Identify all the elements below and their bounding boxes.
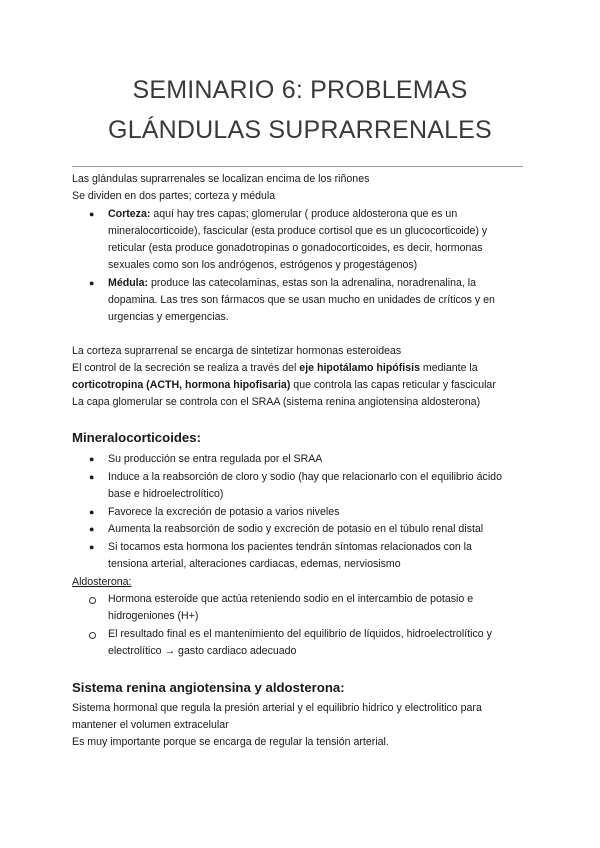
- para2-line-2: El control de la secreción se realiza a través del eje hipotálamo hipófisis mediante la: [72, 362, 478, 374]
- mineral-bullet-5-line-2: tensiona arterial, alteraciones cardiacas, edemas, nerviosismo: [108, 558, 401, 570]
- medula-line-2: dopamina. Las tres son fármacos que se usan mucho en unidades de críticos y en: [108, 294, 495, 306]
- para2-line-3: corticotropina (ACTH, hormona hipofisaria) que controla las capas reticular y fascicular: [72, 379, 496, 391]
- mineral-bullet-1: Su producción se entra regulada por el SRAA: [108, 453, 323, 465]
- corteza-line-4: sexuales como son los andrógenos, estrógenos y progestágenos): [108, 259, 418, 271]
- aldo-sub-1-line-2: hidrogeniones (H+): [108, 610, 199, 622]
- sraa-line-1: Sistema hormonal que regula la presión arterial y el equilibrio hidrico y electrolitico para: [72, 702, 482, 714]
- medula-line-1: Médula: produce las catecolaminas, estas son la adrenalina, noradrenalina, la: [108, 277, 477, 289]
- mineral-bullet-3: Favorece la excreción de potasio a varios niveles: [108, 506, 340, 518]
- mineralocorticoides-heading: Mineralocorticoides:: [72, 430, 201, 445]
- bullet-dot: ●: [89, 507, 95, 517]
- sraa-line-3: Es muy importante porque se encarga de regular la tensión arterial.: [72, 736, 389, 748]
- intro-line-1: Las glándulas suprarrenales se localizan encima de los riñones: [72, 173, 370, 185]
- mineral-bullet-2-line-2: base e hidroelectrolítico): [108, 488, 224, 500]
- sraa-line-2: mantener el volumen extracelular: [72, 719, 229, 731]
- bullet-dot: ●: [89, 278, 95, 288]
- corteza-line-2: mineralocorticoide), fascicular (esta produce cortisol que es un glucocorticoide) y: [108, 225, 488, 237]
- sub-bullet-circle-icon: [89, 632, 96, 639]
- bullet-dot: ●: [89, 542, 95, 552]
- aldo-sub-2-line-1: El resultado final es el mantenimiento del equilibrio de líquidos, hidroelectrolítico y: [108, 628, 492, 640]
- corteza-line-3: reticular (esta produce gonadotropinas o gonadocorticoides, es decir, hormonas: [108, 242, 483, 254]
- sraa-heading: Sistema renina angiotensina y aldosterona:: [72, 680, 345, 695]
- page-title-line-1: SEMINARIO 6: PROBLEMAS: [132, 76, 468, 104]
- bullet-dot: ●: [89, 524, 95, 534]
- medula-line-3: urgencias y emergencias.: [108, 311, 229, 323]
- mineral-bullet-2-line-1: Induce a la reabsorción de cloro y sodio (hay que relacionarlo con el equilibrio ácido: [108, 471, 502, 483]
- aldosterona-heading: Aldosterona:: [72, 576, 132, 588]
- para2-line-4: La capa glomerular se controla con el SRAA (sistema renina angiotensina aldosterona): [72, 396, 481, 408]
- aldo-sub-1-line-1: Hormona esteroide que actúa reteniendo sodio en el intercambio de potasio e: [108, 593, 474, 605]
- bullet-dot: ●: [89, 209, 95, 219]
- title-divider: [72, 166, 523, 167]
- medula-label: Médula:: [108, 277, 149, 289]
- mineral-bullet-4: Aumenta la reabsorción de sodio y excreción de potasio en el túbulo renal distal: [108, 523, 484, 535]
- intro-line-2: Se dividen en dos partes; corteza y médula: [72, 190, 276, 202]
- bullet-dot: ●: [89, 472, 95, 482]
- corteza-line-1: Corteza: aquí hay tres capas; glomerular ( produce aldosterona que es un: [108, 208, 458, 220]
- para2-line-1: La corteza suprarrenal se encarga de sintetizar hormonas esteroideas: [72, 345, 402, 357]
- sub-bullet-circle-icon: [89, 597, 96, 604]
- mineral-bullet-5-line-1: Si tocamos esta hormona los pacientes tendrán síntomas relacionados con la: [108, 541, 472, 553]
- page-title-line-2: GLÁNDULAS SUPRARRENALES: [108, 116, 492, 144]
- bullet-dot: ●: [89, 454, 95, 464]
- aldo-sub-2-line-2: electrolítico → gasto cardiaco adecuado: [108, 645, 297, 657]
- corteza-label: Corteza:: [108, 208, 151, 220]
